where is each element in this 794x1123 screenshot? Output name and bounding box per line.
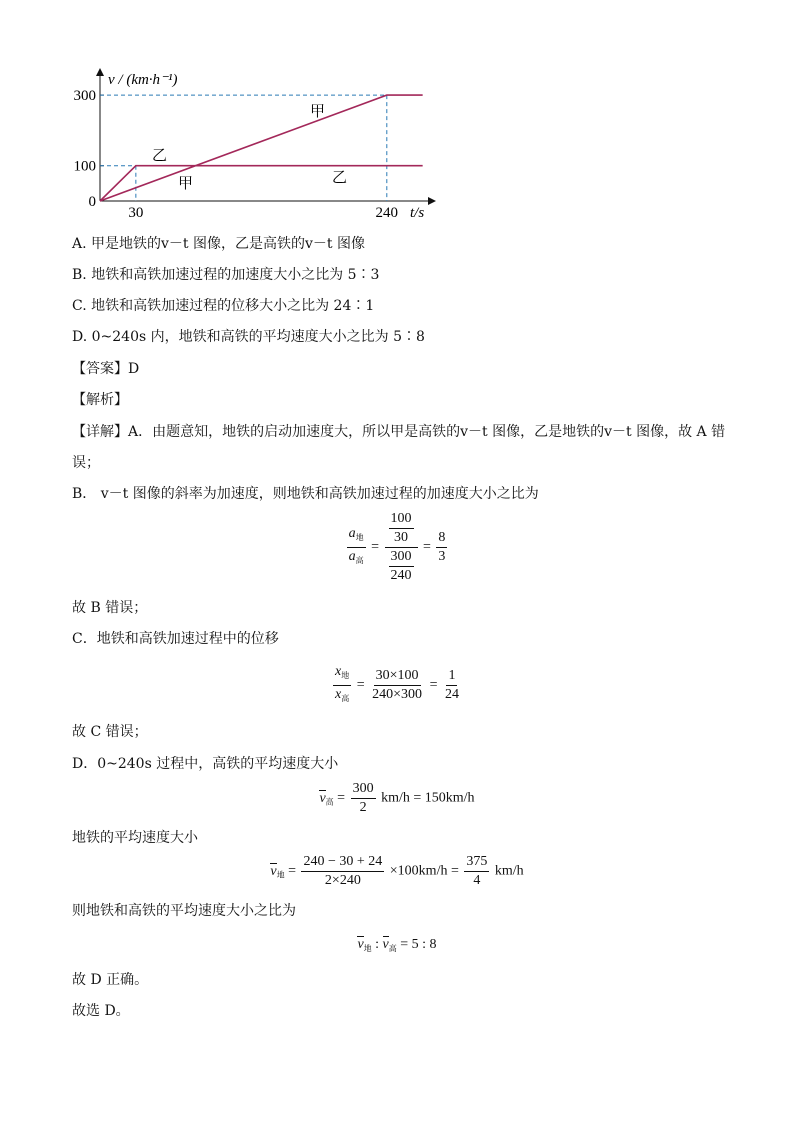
detail-d-end: 故 D 正确。 [72,972,149,988]
y-axis-label: v / (km·h⁻¹) [108,72,178,88]
option-d: D. 0~240s 内，地铁和高铁的平均速度大小之比为 5∶8 [72,329,425,345]
detail-c-line1: C．地铁和高铁加速过程中的位移 [72,631,279,647]
series-line-jia [100,95,423,201]
x-axis-arrow [428,197,436,205]
answer: 【答案】D [72,361,140,377]
x-tick-label: 30 [128,205,144,221]
detail-b-end: 故 B 错误； [72,600,148,616]
y-tick-label: 0 [88,194,96,210]
series-label-yi-right: 乙 [332,170,348,186]
detail-d-line2: 地铁的平均速度大小 [72,830,198,846]
detail-c-end: 故 C 错误； [72,724,148,740]
formula-subway-avg: $v_地$ = $\frac{240 - 30 + 24}{2\times 240}$ ×100km/h = $\frac{375}{4}$ km/h [270,854,524,888]
option-c: C. 地铁和高铁加速过程的位移大小之比为 24∶1 [72,298,375,314]
option-a: A. 甲是地铁的v－t 图像，乙是高铁的v－t 图像 [72,236,365,252]
y-tick-label: 100 [73,158,96,175]
series-label-jia: 甲 [310,104,326,120]
formula-displacement-ratio: $\frac{x_地}{x_高}$ = $\frac{30\times 100}{240\times 300}$ = $\frac{1}{24}$ [335,664,459,703]
formula-avg-ratio: $v_地$ : $v_高 = 5$ : 8 [357,937,437,953]
y-axis-arrow [96,68,104,76]
final-answer: 故选 D。 [72,1003,130,1019]
series-label-jia-lower: 甲 [178,176,194,192]
x-tick-label: 240 [375,205,399,221]
detail-d-line3: 则地铁和高铁的平均速度大小之比为 [72,903,296,919]
detail-b-line1: B． v－t 图像的斜率为加速度，则地铁和高铁加速过程的加速度大小之比为 [72,486,539,502]
formula-high-speed-avg: $v_高$ = $\frac{300}{2}$ km/h = 150km/h [319,781,475,815]
y-tick-label: 300 [73,88,96,105]
vt-chart [60,60,440,225]
analysis-heading: 【解析】 [72,392,128,408]
detail-a-line2: 误； [72,455,100,471]
option-b: B. 地铁和高铁加速过程的加速度大小之比为 5∶3 [72,267,380,283]
detail-d-line1: D．0~240s 过程中，高铁的平均速度大小 [72,756,339,772]
formula-acceleration-ratio: $\frac{a_地}{a_高}$ = $\frac{\frac{100}{30}}{\frac{300}{240}}$ = $\frac{8}{3}$ [348,511,446,583]
detail-a-line1: 【详解】A．由题意知，地铁的启动加速度大，所以甲是高铁的v－t 图像，乙是地铁的v－t 图像，故 A 错 [72,424,726,440]
x-axis-label: t/s [410,205,425,221]
series-label-yi: 乙 [152,148,168,164]
